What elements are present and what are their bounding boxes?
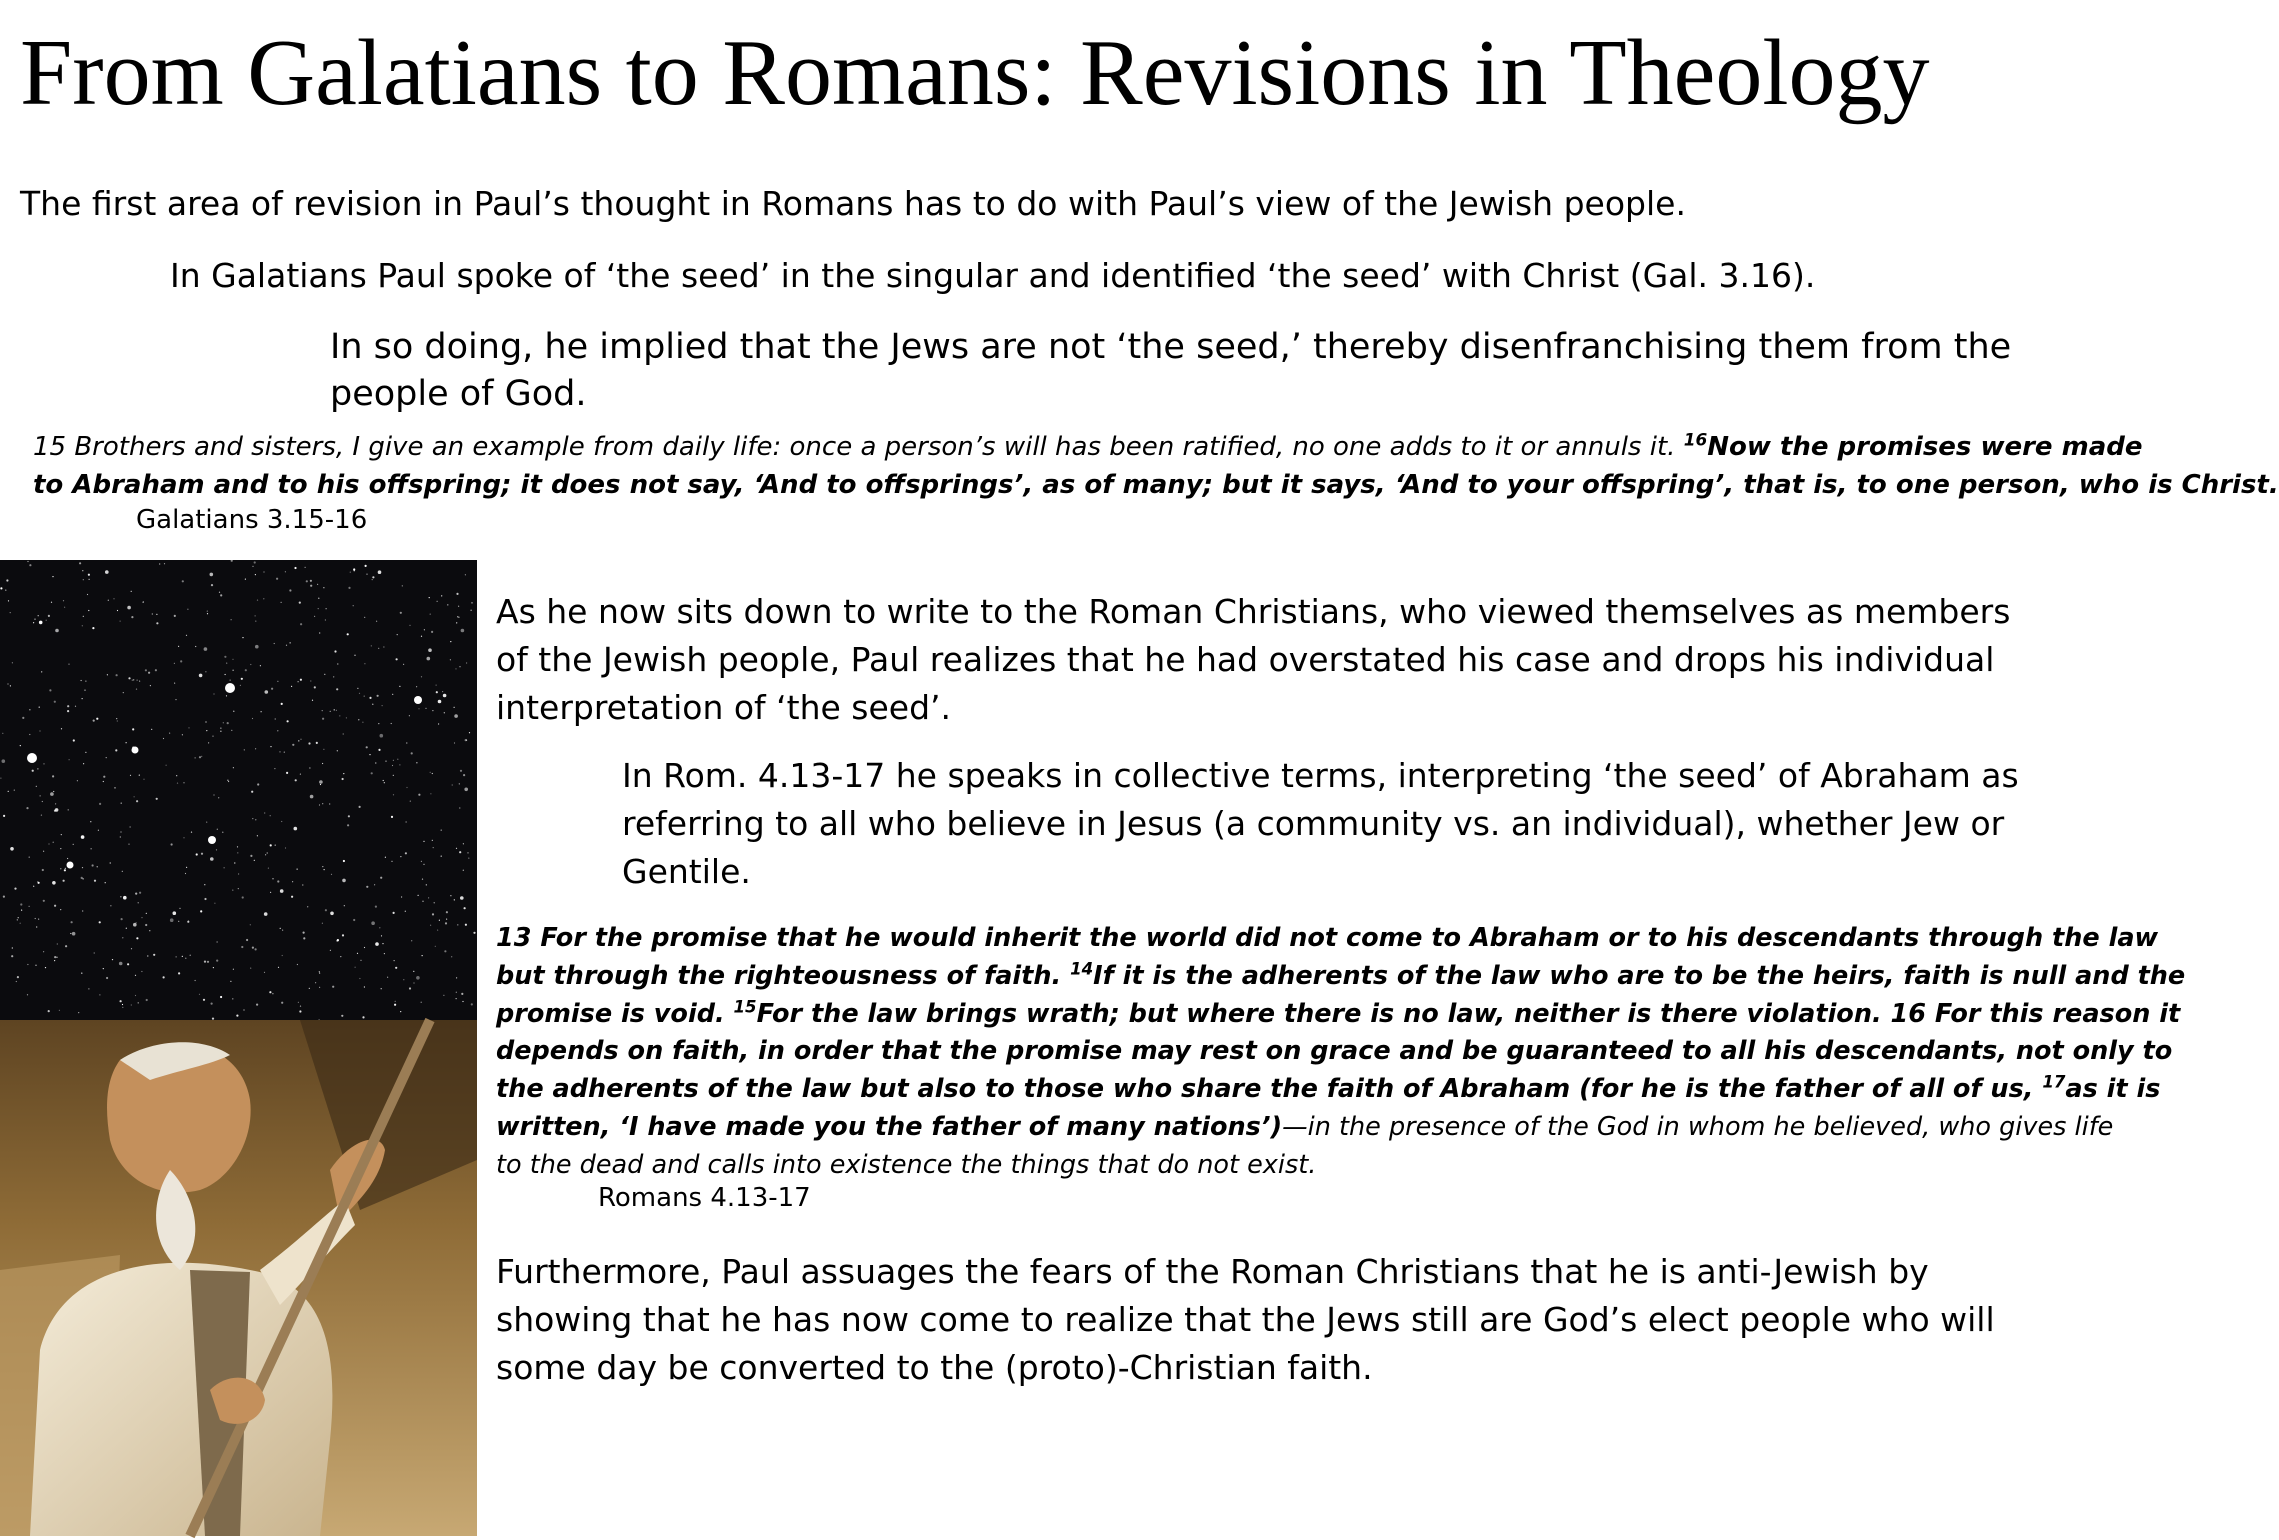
implication-paragraph: In so doing, he implied that the Jews are not ‘the seed,’ thereby disenfranchising them from the people of God. [330,327,2012,414]
romans-quote-line-6: written, ‘I have made you the father of many nations’)—in the presence of the God in whom he believed, who gives life [496,1111,2114,1142]
starfield-graphic [0,560,477,1020]
romans-quote-line-4: depends on faith, in order that the promise may rest on grace and be guaranteed to all his descendants, not only to [496,1036,2173,1067]
slide-title: From Galatians to Romans: Revisions in Theology [20,21,1930,125]
galatians-quote-line-1: 15 Brothers and sisters, I give an example from daily life: once a person’s will has been ratified, no one adds to it or annuls it. $^{16}$Now the promises were made [33,429,2143,462]
romans-quote-line-7: to the dead and calls into existence the things that do not exist. [496,1149,1317,1180]
romans-quote-line-5: the adherents of the law but also to those who share the faith of Abraham (for he is the father of all of us, $^{17}$as it is [496,1072,2161,1105]
romans-quote [496,920,2186,1185]
galatians-quote [33,428,2279,504]
galatians-reference: Galatians 3.15-16 [136,505,368,535]
romans-seed-paragraph: In Rom. 4.13-17 he speaks in collective terms, interpreting ‘the seed’ of Abraham as referring to all who believe in Jesus (a community vs. an individual), whether Jew or Gentile. [622,756,2019,891]
romans-quote-line-3: promise is void. $^{15}$For the law brings wrath; but where there is no law, neither is there violation. 16 For this reason it [496,997,2181,1029]
roman-christians-paragraph: As he now sits down to write to the Roman Christians, who viewed themselves as members of the Jewish people, Paul realizes that he had overstated his case and drops his individual interpretation of ‘the seed’. [496,592,2011,727]
abraham-figure-graphic [0,1020,477,1536]
romans-quote-line-2: but through the righteousness of faith. $^{14}$If it is the adherents of the law who are to be the heirs, faith is null and the [496,959,2186,991]
romans-quote-line-1: 13 For the promise that he would inherit the world did not come to Abraham or to his descendants through the law [496,923,2159,953]
starry-sky-image [0,560,477,1020]
abraham-illustration [0,1020,477,1536]
verse-number-14: 14 [1070,959,1094,979]
verse-number-16: 16 [1683,429,1708,450]
conclusion-paragraph: Furthermore, Paul assuages the fears of the Roman Christians that he is anti-Jewish by showing that he has now come to realize that the Jews still are God’s elect people who will some day be converted to the (proto)-Christian faith. [496,1252,1995,1387]
galatians-seed-paragraph: In Galatians Paul spoke of ‘the seed’ in the singular and identified ‘the seed’ with Christ (Gal. 3.16). [170,256,1816,295]
verse-number-17: 17 [2042,1072,2066,1092]
romans-reference: Romans 4.13-17 [598,1183,811,1213]
intro-paragraph: The first area of revision in Paul’s thought in Romans has to do with Paul’s view of the Jewish people. [20,184,1686,223]
galatians-quote-line-2: to Abraham and to his offspring; it does not say, ‘And to offsprings’, as of many; but it says, ‘And to your offspring’, that is, to one person, who is Christ. [33,470,2279,500]
verse-number-15: 15 [733,997,757,1017]
